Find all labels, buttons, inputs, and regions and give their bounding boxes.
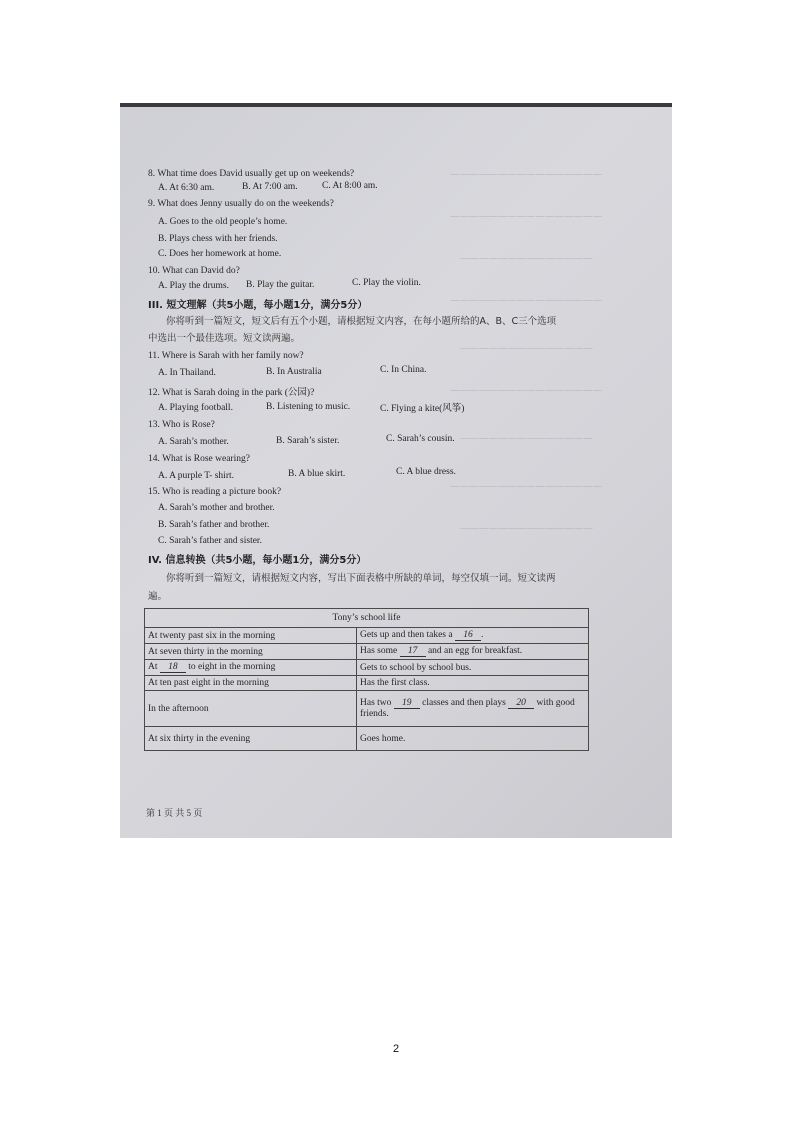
q10-option-a: A. Play the drums. (158, 281, 229, 291)
activity-text: and an egg for breakfast. (427, 646, 523, 656)
answer-blank-20[interactable]: 20 (508, 698, 534, 709)
table-row (145, 628, 589, 644)
q14-option-c: C. A blue dress. (396, 467, 456, 477)
activity-text: . (480, 630, 484, 640)
answer-blank-19[interactable]: 19 (394, 698, 420, 709)
table-row (145, 691, 589, 727)
tony-school-life-table (144, 608, 589, 751)
table-cell-activity (357, 628, 589, 644)
q8-option-c: C. At 8:00 am. (322, 181, 378, 191)
q11-option-b: B. In Australia (266, 367, 322, 377)
table-title: Tony’s school life (145, 609, 589, 628)
table-cell-activity: Goes home. (357, 727, 589, 751)
time-text: At (148, 662, 158, 672)
table-cell-time: At seven thirty in the morning (145, 644, 357, 660)
activity-text: Gets up and then takes a (360, 630, 453, 640)
page-footer: 第 1 页 共 5 页 (146, 808, 203, 818)
answer-blank-16[interactable]: 16 (455, 630, 481, 641)
section-4-intro-line1: 你将听到一篇短文，请根据短文内容，写出下面表格中所缺的单词，每空仅填一词。短文读两 (166, 573, 556, 584)
q13-question: 13. Who is Rose? (148, 420, 215, 430)
q15-option-c: C. Sarah’s father and sister. (158, 536, 262, 546)
page-number: 2 (393, 1043, 400, 1055)
table-cell-time: In the afternoon (145, 691, 357, 727)
q12-option-a: A. Playing football. (158, 403, 233, 413)
q14-option-b: B. A blue skirt. (288, 469, 346, 479)
q15-option-a: A. Sarah’s mother and brother. (158, 503, 275, 513)
section-3-intro-line2: 中选出一个最佳选项。短文读两遍。 (148, 333, 301, 344)
table-cell-time: At six thirty in the evening (145, 727, 357, 751)
q10-question: 10. What can David do? (148, 266, 240, 276)
q10-option-b: B. Play the guitar. (246, 280, 315, 290)
q12-option-b: B. Listening to music. (266, 402, 351, 412)
q8-option-b: B. At 7:00 am. (242, 182, 298, 192)
scanned-exam-photo: ———————————————— ———————————————— —————————————— ———————————————— —————————————— ———————————————— —————————————— ———————————————— —————————————— 8. What time does David usually get up on weekends? A. At 6:30 am. B. At 7:00 am. C. At 8:00 am. 9. What does Jenny usually do on the weekends? A. Goes to the old people’s home. B. Plays chess with her friends. C. Does her homework at home. 10. What can David do? A. Play the drums. B. Play the guitar. C. Play the violin. III. 短文理解（共5小题，每小题1分，满分5分） 你将听到一篇短文，短文后有五个小题，请根据短文内容，在每小题所给的A、B、C三个选项 中选出一个最佳选项。短文读两遍。 11. Where is Sarah with her family now? A. In Thailand. B. In Australia C. In China. 12. What is Sarah doing in the park (公园)? A. Playing football. B. Listening to music. C. Flying a kite(风筝) 13. Who is Rose? A. Sarah’s mother. B. Sarah’s sister. C. Sarah’s cousin. 14. What is Rose wearing? A. A purple T- shirt. B. A blue skirt. C. A blue dress. 15. Who is reading a picture book? A. Sarah’s mother and brother. B. Sarah’s father and brother. C. Sarah’s father and sister. IV. 信息转换（共5小题，每小题1分，满分5分） 你将听到一篇短文，请根据短文内容，写出下面表格中所缺的单词，每空仅填一词。短文读两 遍。 Tony’s school life At twenty past six in the morning Gets up and then takes a 16 . At seven thirty in the morning Has some 17 and an egg for breakfast. At 18 to eight in the morning Gets to school by school bus. At ten past eight in the morning Has the first class. In the afternoon Has two 19 classes and then plays 20 with good friends. At six thirty in the evening Goes home. 第 1 页 共 5 页 (120, 103, 672, 838)
q8-question: 8. What time does David usually get up on weekends? (148, 169, 355, 179)
table-row (145, 676, 589, 691)
photo-top-edge (120, 103, 672, 107)
table-cell-activity (357, 644, 589, 660)
activity-text: Has two (360, 698, 392, 708)
q9-question: 9. What does Jenny usually do on the weekends? (148, 199, 334, 209)
q12-question: 12. What is Sarah doing in the park (公园)? (148, 388, 315, 398)
time-text: to eight in the morning (188, 662, 276, 672)
section-3-intro-line1: 你将听到一篇短文，短文后有五个小题，请根据短文内容，在每小题所给的A、B、C三个选项 (166, 316, 557, 327)
table-row (145, 644, 589, 660)
q9-option-c: C. Does her homework at home. (158, 249, 282, 259)
answer-blank-17[interactable]: 17 (400, 646, 426, 657)
q13-option-c: C. Sarah’s cousin. (386, 434, 455, 444)
q11-question: 11. Where is Sarah with her family now? (148, 351, 304, 361)
table-cell-time (145, 660, 357, 676)
table-header-row (145, 609, 589, 628)
q11-option-a: A. In Thailand. (158, 368, 216, 378)
q13-option-a: A. Sarah’s mother. (158, 437, 229, 447)
table-cell-time: At ten past eight in the morning (145, 676, 357, 691)
table-cell-activity: Gets to school by school bus. (357, 660, 589, 676)
table-cell-activity (357, 691, 589, 727)
q15-question: 15. Who is reading a picture book? (148, 487, 282, 497)
section-4-title: IV. 信息转换（共5小题，每小题1分，满分5分） (148, 555, 367, 566)
q15-option-b: B. Sarah’s father and brother. (158, 520, 270, 530)
section-3-title: III. 短文理解（共5小题，每小题1分，满分5分） (148, 300, 368, 311)
q11-option-c: C. In China. (380, 365, 427, 375)
q9-option-b: B. Plays chess with her friends. (158, 234, 278, 244)
table-cell-activity: Has the first class. (357, 676, 589, 691)
section-4-intro-line2: 遍。 (148, 591, 168, 602)
answer-blank-18[interactable]: 18 (160, 662, 186, 673)
q14-question: 14. What is Rose wearing? (148, 454, 250, 464)
q13-option-b: B. Sarah’s sister. (276, 436, 340, 446)
table-row (145, 660, 589, 676)
activity-text: Has some (360, 646, 398, 656)
activity-text: classes and then plays (422, 698, 506, 708)
activity-text: with good friends. (360, 698, 575, 719)
table-row (145, 727, 589, 751)
table-cell-time: At twenty past six in the morning (145, 628, 357, 644)
q9-option-a: A. Goes to the old people’s home. (158, 217, 288, 227)
q8-option-a: A. At 6:30 am. (158, 183, 215, 193)
q12-option-c: C. Flying a kite(风筝) (380, 404, 465, 414)
q14-option-a: A. A purple T- shirt. (158, 471, 235, 481)
q10-option-c: C. Play the violin. (352, 278, 421, 288)
